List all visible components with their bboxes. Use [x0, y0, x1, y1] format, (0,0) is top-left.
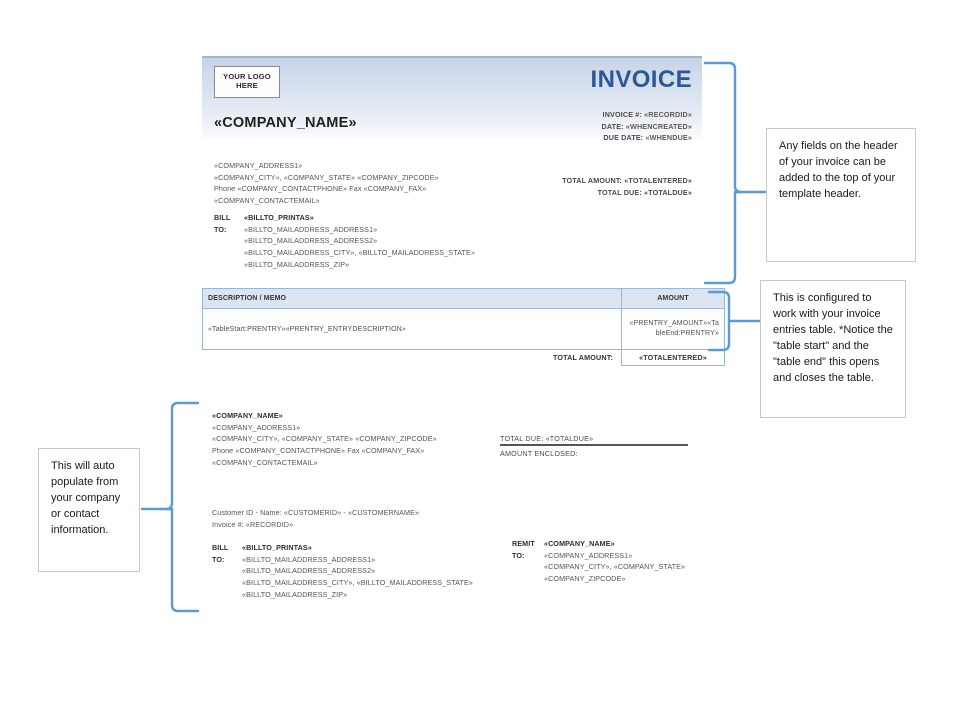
remit-bill-to-name: «BILLTO_PRINTAS»: [242, 543, 312, 552]
bill-to-line: «BILLTO_MAILADDRESS_ADDRESS1»: [244, 224, 378, 234]
remit-invoice-line: Invoice #: «RECORDID»: [212, 519, 294, 529]
bill-to-name: «BILLTO_PRINTAS»: [244, 213, 314, 222]
remit-customer-block: [212, 507, 419, 530]
company-address-line: «COMPANY_CONTACTEMAIL»: [214, 195, 320, 205]
bracket-company: [166, 403, 198, 611]
logo-placeholder-line2: HERE: [236, 81, 258, 90]
remit-bill-to-line: «BILLTO_MAILADDRESS_ZIP»: [242, 589, 348, 599]
header-totals-block: [562, 175, 692, 198]
header-total-due-value: «TOTALDUE»: [644, 187, 692, 197]
remit-to-label-line1: REMIT: [512, 539, 535, 548]
remit-bill-to-line: «BILLTO_MAILADDRESS_CITY», «BILLTO_MAILADDRESS_STATE»: [242, 577, 473, 587]
bill-to-line: «BILLTO_MAILADDRESS_ADDRESS2»: [244, 236, 378, 246]
invoice-meta-row: [602, 121, 692, 133]
callout-header-note: Any fields on the header of your invoice can be added to the top of your template header.: [766, 128, 916, 262]
remit-bill-to-label-line2: TO:: [212, 554, 225, 564]
remit-total-due-label: TOTAL DUE:: [500, 434, 544, 443]
remit-bill-to-label: [212, 542, 242, 600]
invoice-title: INVOICE: [590, 66, 692, 93]
cell-amount: «PRENTRY_AMOUNT»«TableEnd:PRENTRY»: [622, 309, 725, 350]
header-total-amount-row: [562, 175, 692, 187]
remit-to-label: [512, 538, 544, 585]
remit-total-due-value: «TOTALDUE»: [545, 434, 594, 443]
callout-company-note: This will auto populate from your company or contact information.: [38, 448, 140, 572]
bracket-header: [705, 63, 741, 283]
invoice-number-label: INVOICE #:: [602, 110, 642, 119]
invoice-header-section: [202, 56, 702, 283]
amount-enclosed-rule: [500, 444, 688, 446]
invoice-date-label: DATE:: [601, 121, 624, 131]
bill-to-label: [214, 212, 244, 270]
invoice-entries-table: [202, 288, 725, 366]
table-header-row: [203, 289, 725, 309]
remit-bill-to-line: «BILLTO_MAILADDRESS_ADDRESS2»: [242, 566, 376, 576]
header-total-amount-label: TOTAL AMOUNT:: [562, 176, 623, 185]
logo-placeholder-line1: YOUR LOGO: [223, 72, 271, 82]
remit-bill-to-label-line1: BILL: [212, 543, 229, 552]
remit-to-line: «COMPANY_CITY», «COMPANY_STATE»: [544, 562, 686, 572]
invoice-date-value: «WHENCREATED»: [625, 121, 692, 131]
remit-to-name: «COMPANY_NAME»: [544, 539, 615, 548]
column-header-description: DESCRIPTION / MEMO: [203, 289, 622, 309]
cell-description: «TableStart:PRENTRY»«PRENTRY_ENTRYDESCRIPTION»: [203, 309, 622, 350]
bill-to-address: [244, 212, 475, 270]
remit-to-label-line2: TO:: [512, 550, 525, 560]
bill-to-block: [214, 212, 475, 270]
header-total-amount-value: «TOTALENTERED»: [624, 176, 692, 185]
bill-to-line: «BILLTO_MAILADDRESS_CITY», «BILLTO_MAILADDRESS_STATE»: [244, 247, 475, 257]
table-total-value: «TOTALENTERED»: [622, 350, 725, 366]
invoice-meta-row: [602, 132, 692, 144]
table-total-row: [203, 350, 725, 366]
invoice-meta-list: [602, 109, 692, 144]
column-header-amount: AMOUNT: [622, 289, 725, 309]
remit-company-name: «COMPANY_NAME»: [212, 411, 283, 420]
header-total-due-row: [562, 187, 692, 199]
remit-to-block: [512, 538, 685, 585]
bill-to-label-line1: BILL: [214, 213, 231, 222]
logo-placeholder: [214, 66, 280, 98]
remit-company-line: «COMPANY_ADDRESS1»: [212, 422, 301, 432]
remit-total-due-block: [500, 434, 692, 458]
company-address-line: «COMPANY_CITY», «COMPANY_STATE» «COMPANY_ZIPCODE»: [214, 172, 439, 182]
remit-bill-to-line: «BILLTO_MAILADDRESS_ADDRESS1»: [242, 554, 376, 564]
remit-bill-to-block: [212, 542, 473, 600]
remit-company-line: «COMPANY_CONTACTEMAIL»: [212, 457, 318, 467]
remit-customer-line: Customer ID - Name: «CUSTOMERID» - «CUSTOMERNAME»: [212, 508, 420, 517]
table-total-label: TOTAL AMOUNT:: [553, 353, 613, 363]
remit-to-address: [544, 538, 685, 585]
remit-company-block: [212, 410, 437, 468]
bill-to-label-line2: TO:: [214, 224, 227, 234]
invoice-meta-row: [602, 109, 692, 121]
invoice-entries-table-section: [202, 288, 719, 366]
invoice-number-value: «RECORDID»: [644, 110, 692, 119]
bill-to-line: «BILLTO_MAILADDRESS_ZIP»: [244, 259, 350, 269]
callout-table-note: This is configured to work with your invoice entries table. *Notice the "table start" and the "table end" this opens and closes the table.: [760, 280, 906, 418]
table-row: [203, 309, 725, 350]
remit-to-line: «COMPANY_ADDRESS1»: [544, 550, 633, 560]
company-address-block: [214, 160, 439, 207]
invoice-duedate-label: DUE DATE:: [603, 133, 644, 143]
invoice-duedate-value: «WHENDUE»: [645, 133, 692, 143]
remit-total-due-row: [500, 434, 692, 443]
remittance-section: [202, 410, 702, 620]
remit-to-line: «COMPANY_ZIPCODE»: [544, 573, 626, 583]
remit-company-line: «COMPANY_CITY», «COMPANY_STATE» «COMPANY_ZIPCODE»: [212, 434, 437, 444]
remit-bill-to-address: [242, 542, 473, 600]
company-name-heading: «COMPANY_NAME»: [214, 115, 357, 131]
remit-company-line: Phone «COMPANY_CONTACTPHONE» Fax «COMPANY_FAX»: [212, 445, 425, 455]
company-address-line: Phone «COMPANY_CONTACTPHONE» Fax «COMPANY_FAX»: [214, 184, 427, 194]
header-total-due-label: TOTAL DUE:: [597, 187, 642, 197]
amount-enclosed-label: AMOUNT ENCLOSED:: [500, 449, 578, 458]
company-address-line: «COMPANY_ADDRESS1»: [214, 161, 303, 170]
